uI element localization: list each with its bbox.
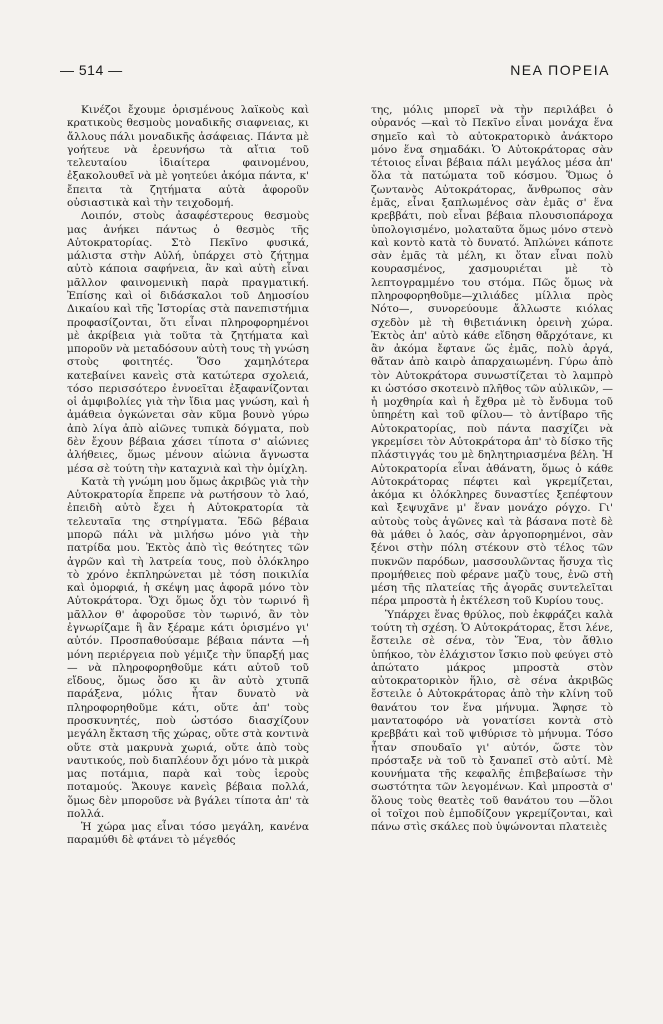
paragraph: Ἡ χώρα μας εἶναι τόσο μεγάλη, κανένα παραμύθι δὲ φτάνει τὸ μέγεθός [67, 821, 309, 847]
paragraph: Κατὰ τὴ γνώμη μου ὅμως ἀκριβῶς γιὰ τὴν Αὐτοκρατορία ἔπρεπε νὰ ρωτήσουν τὸ λαό, ἐπειδὴ αὐτὸ ἔχει ἡ Αὐτοκρατορία τὰ τελευταῖα της στηρίγματα. Ἐδῶ βέβαια μπορῶ πάλι νὰ μιλήσω μόνο γιὰ τὴν πατρίδα μου. Ἐκτὸς ἀπὸ τὶς θεότητες τῶν ἀγρῶν καὶ τὴ λατρεία τους, ποὺ ὁλόκληρο τὸ χρόνο ἐκπληρώνεται μὲ τόση ποικιλία καὶ ὁμορφιά, ἡ σκέψη μας ἀφορᾶ μόνο τὸν Αὐτοκράτορα. Ὄχι ὅμως ὄχι τὸν τωρινό ἢ μᾶλλον θ' ἀφοροῦσε τὸν τωρινό, ἂν τὸν ἐγνωρίζαμε ἢ ἂν ξέραμε κάτι ὁρισμένο γι' αὐτόν. Προσπαθούσαμε βέβαια πάντα —ἡ μόνη περιέργεια ποὺ γέμιζε τὴν ὕπαρξή μας— νὰ πληροφορηθοῦμε κάτι αὐτοῦ τοῦ εἴδους, ὅμως ὅσο κι ἂν αὐτὸ χτυπᾶ παράξενα, μόλις ἦταν δυνατὸ νὰ πληροφορηθοῦμε κάτι, οὔτε ἀπ' τοὺς προσκυνητές, ποὺ ὡστόσο διασχίζουν μεγάλη ἔκταση τῆς χώρας, οὔτε στὰ κοντινὰ οὔτε στὰ μακρυνὰ χωριά, οὔτε ἀπὸ τοὺς ναυτικούς, ποὺ διαπλέουν ὄχι μόνο τὰ μικρὰ μας ποτάμια, παρὰ καὶ τοὺς ἱεροὺς ποταμούς. Ἄκουγε κανεὶς βέβαια πολλά, ὅμως δὲν μποροῦσε νὰ βγάλει τίποτα ἀπ' τὰ πολλά. [67, 475, 309, 820]
right-column [371, 104, 613, 834]
page-header [60, 62, 610, 82]
page-number: — 514 — [60, 62, 123, 78]
journal-title: ΝΕΑ ΠΟΡΕΙΑ [510, 62, 610, 78]
paragraph: Κινέζοι ἔχουμε ὁρισμένους λαϊκοὺς καὶ κρατικοὺς θεσμοὺς μοναδικῆς σιαφνειας, κι ἄλλους πάλι μοναδικῆς ἀσάφειας. Πάντα μὲ γοήτευε νὰ ἐρευνήσω τὰ αἴτια τοῦ τελευταίου ἰδιαίτερα φαινομένου, ἐξακολουθεῖ νὰ μὲ γοητεύει ἀκόμα πάντα, κ' ἔπειτα τὰ ζητήματα αὐτὰ ἀφοροῦν οὐσιαστικὰ καὶ τὴν τειχοδομή. [67, 104, 309, 209]
left-column [67, 104, 309, 848]
paragraph: Ὑπάρχει ἕνας θρύλος, ποὺ ἐκφράζει καλὰ τούτη τὴ σχέση. Ὁ Αὐτοκράτορας, ἔτσι λένε, ἔστειλε σὲ σένα, τὸν Ἕνα, τὸν ἄθλιο ὑπήκοο, τὸν ἐλάχιστον ἴσκιο ποὺ φεύγει στὸ ἀπώτατο μάκρος μπροστὰ στὸν αὐτοκρατορικὸν ἥλιο, σὲ σένα ἀκριβῶς ἔστειλε ὁ Αὐτοκράτορας ἀπὸ τὴν κλίνη τοῦ θανάτου τον ἕνα μήνυμα. Ἄφησε τὸ μαντατοφόρο νὰ γονατίσει κοντὰ στὸ κρεββάτι καὶ τοῦ ψιθύρισε τὸ μήνυμα. Τόσο ἦταν σπουδαῖο γι' αὐτόν, ὥστε τὸν πρόσταξε νὰ τοῦ τὸ ξαναπεῖ στὸ αὐτί. Μὲ κουνήματα τῆς κεφαλῆς ἐπιβεβαίωσε τὴν σωστότητα τῶν λεγομένων. Καὶ μπροστὰ σ' ὅλους τοὺς θεατὲς τοῦ θανάτου του —ὅλοι οἱ τοῖχοι ποὺ ἐμποδίζουν γκρεμίζονται, καὶ πάνω στὶς σκάλες ποὺ ὑψώνονται πλατειὲς [371, 608, 613, 834]
paragraph: Λοιπόν, στοὺς ἀσαφέστερους θεσμοὺς μας ἀνήκει πάντως ὁ θεσμὸς τῆς Αὐτοκρατορίας. Στὸ Πεκῖνο φυσικά, μάλιστα στὴν Αὐλή, ὑπάρχει στὸ ζήτημα αὐτὸ κάποια σαφήνεια, ἂν καὶ αὐτὴ εἶναι μᾶλλον φαινομενικὴ παρὰ πραγματική. Ἐπίσης καὶ οἱ διδάσκαλοι τοῦ Δημοσίου Δικαίου καὶ τῆς Ἱστορίας στὰ πανεπιστήμια προφασίζονται, ὅτι εἶναι πληροφορημένοι μὲ ἀκρίβεια γιὰ τοῦτα τὰ ζητήματα καὶ μποροῦν νὰ μεταδόσουν αὐτὴ τους τὴ γνώση στοὺς φοιτητές. Ὅσο χαμηλότερα κατεβαίνει κανεὶς στὰ κατώτερα σχολειά, τόσο περισσότερο ἐννοεῖται ἐξαφανίζονται οἱ ἀμφιβολίες γιὰ τὴν ἴδια μας γνώση, καὶ ἡ ἀμάθεια ὀγκώνεται σὰν κῦμα βουνὸ γύρω ἀπὸ λίγα ἀπὸ αἰῶνες τυπικὰ δόγματα, ποὺ δὲν ἔχουν βέβαια χάσει τίποτα σ' αἰώνιες ἀλήθειες, ὅμως μένουν αἰώνια ἄγνωστα μέσα σὲ τούτη τὴν καταχνιὰ καὶ τὴν ὁμίχλη. [67, 210, 309, 475]
paragraph: της, μόλις μπορεῖ νὰ τὴν περιλάβει ὁ οὐρανός —καὶ τὸ Πεκῖνο εἶναι μονάχα ἕνα σημεῖο καὶ τὸ αὐτοκρατορικὸ ἀνάκτορο μόνο ἕνα σημαδάκι. Ὁ Αὐτοκράτορας σὰν τέτοιος εἶναι βέβαια πάλι μεγάλος μέσα ἀπ' ὅλα τὰ πατώματα τοῦ κόσμου. Ὅμως ὁ ζωντανὸς Αὐτοκράτορας, ἄνθρωπος σὰν ἐμᾶς, εἶναι ξαπλωμένος σὰν ἐμᾶς σ' ἕνα κρεββάτι, ποὺ εἶναι βέβαια πλουσιοπάροχα ὑπολογισμένο, μολαταῦτα ὅμως μόνο στενὸ καὶ κοντὸ κατὰ τὸ δυνατό. Ἁπλώνει κάποτε σὰν ἐμᾶς τὰ μέλη, κι ὅταν εἶναι πολὺ κουρασμένος, χασμουριέται μὲ τὸ λεπτογραμμένο του στόμα. Πῶς ὅμως νὰ πληροφορηθοῦμε—χιλιάδες μίλλια πρὸς Νότο—, συνορεύουμε ἄλλωστε κιόλας σχεδὸν μὲ τὴ θιβετιάνικη ὀρεινὴ χώρα. Ἐκτὸς ἀπ' αὐτὸ κάθε εἴδηση θἄρχότανε, κι ἂν ἀκόμα ἔφτανε ὥς ἐμᾶς, πολὺ ἀργά, θἄταν ἀπὸ καιρὸ ἀπαρχαιωμένη. Γύρω ἀπὸ τὸν Αὐτοκράτορα συνωστίζεται τὸ λαμπρὸ κι ὡστόσο σκοτεινὸ πλῆθος τῶν αὐλικῶν, —ἡ μοχθηρία καὶ ἡ ἔχθρα μὲ τὸ ἔνδυμα τοῦ ὑπηρέτη καὶ τοῦ φίλου— τὸ ἀντίβαρο τῆς Αὐτοκρατορίας, ποὺ πάντα πασχίζει νὰ γκρεμίσει τὸν Αὐτοκράτορα ἀπ' τὸ δίσκο τῆς πλάστιγγάς του μὲ δηλητηριασμένα βέλη. Ἡ Αὐτοκρατορία εἶναι ἀθάνατη, ὅμως ὁ κάθε Αὐτοκράτορας πέφτει καὶ γκρεμίζεται, ἀκόμα κι ὁλόκληρες δυναστίες ξεπέφτουν καὶ ξεψυχᾶνε μ' ἕναν μονάχο ρόγχο. Γι' αὐτοὺς τοὺς ἀγῶνες καὶ τὰ βάσανα ποτὲ δὲ θὰ μάθει ὁ λαός, σὰν ἀργοπορημένοι, σὰν ξένοι στὴν πόλη στέκουν στὸ τέλος τῶν πυκνῶν παρόδων, μασσουλῶντας ἥσυχα τὶς προμήθειες ποὺ φέρανε μαζὺ τους, ἐνῶ στὴ μέση τῆς πλατείας τῆς ἀγορᾶς συντελεῖται πέρα μπροστὰ ἡ ἐκτέλεση τοῦ Κυρίου τους. [371, 104, 613, 608]
